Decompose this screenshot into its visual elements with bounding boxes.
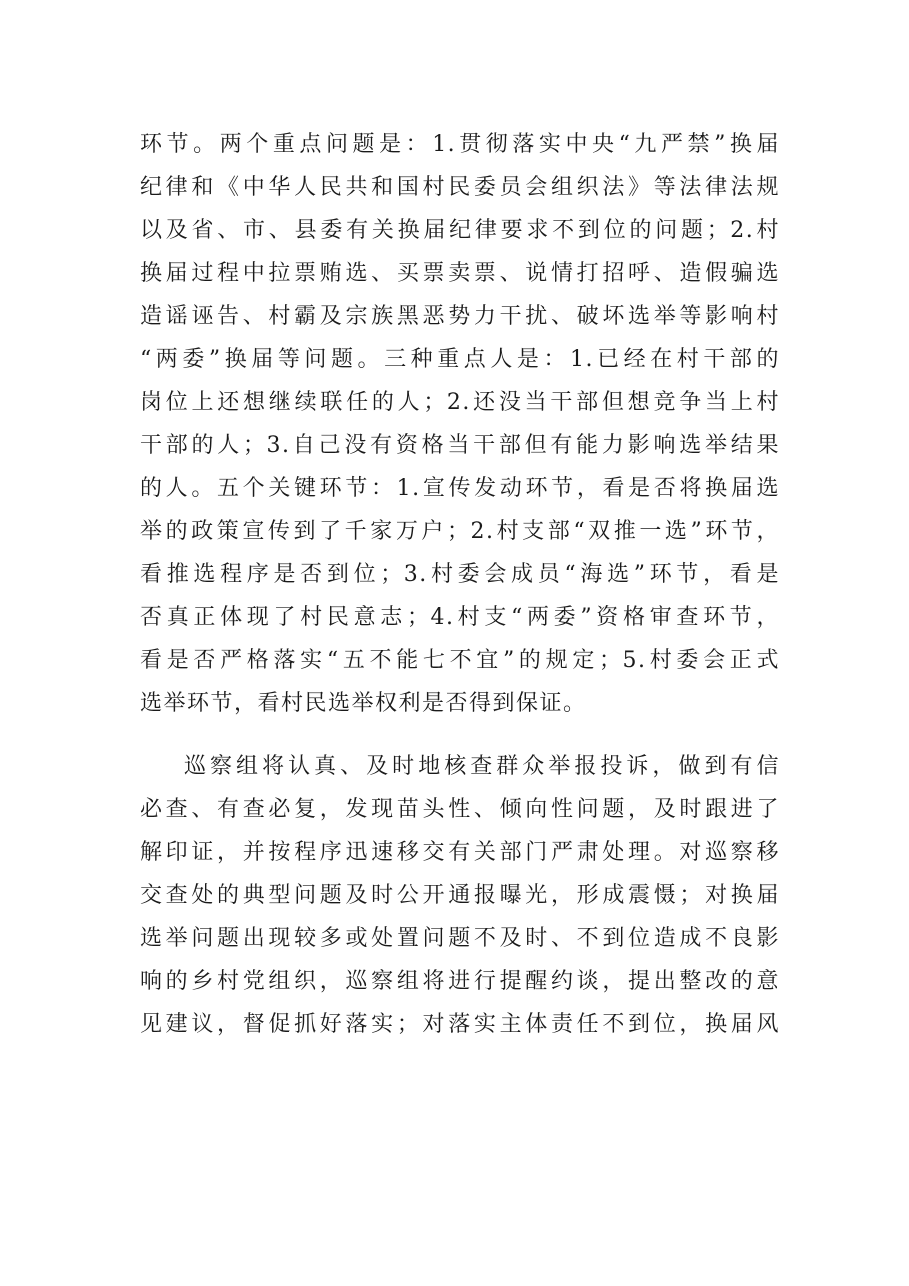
text-line: 见建议，督促抓好落实；对落实主体责任不到位，换届风	[140, 1012, 780, 1037]
text-line: 否真正体现了村民意志；4.村支“两委”资格审查环节，	[140, 605, 780, 630]
text-line: 以及省、市、县委有关换届纪律要求不到位的问题；2.村	[140, 218, 780, 243]
text-line: 巡察组将认真、及时地核查群众举报投诉，做到有信	[184, 754, 780, 779]
text-line: 看是否严格落实“五不能七不宜”的规定；5.村委会正式	[140, 648, 780, 673]
text-line: 干部的人；3.自己没有资格当干部但有能力影响选举结果	[140, 433, 780, 458]
text-line: 必查、有查必复，发现苗头性、倾向性问题，及时跟进了	[140, 797, 780, 822]
text-line: 的人。五个关键环节：1.宣传发动环节，看是否将换届选	[140, 476, 780, 501]
text-line: 举的政策宣传到了千家万户；2.村支部“双推一选”环节，	[140, 519, 780, 544]
text-line: 选举问题出现较多或处置问题不及时、不到位造成不良影	[140, 926, 780, 951]
paragraph-spacer	[140, 725, 780, 745]
text-line: 交查处的典型问题及时公开通报曝光，形成震慑；对换届	[140, 883, 780, 908]
text-line: 造谣诬告、村霸及宗族黑恶势力干扰、破坏选举等影响村	[140, 304, 780, 329]
text-line: 纪律和《中华人民共和国村民委员会组织法》等法律法规	[140, 175, 780, 200]
text-line: “两委”换届等问题。三种重点人是：1.已经在村干部的	[140, 347, 780, 372]
document-body	[140, 123, 780, 1046]
text-line: 换届过程中拉票贿选、买票卖票、说情打招呼、造假骗选	[140, 261, 780, 286]
paragraph	[140, 745, 780, 1046]
text-line: 看推选程序是否到位；3.村委会成员“海选”环节，看是	[140, 562, 780, 587]
text-line: 环节。两个重点问题是：1.贯彻落实中央“九严禁”换届	[140, 132, 780, 157]
text-line: 选举环节，看村民选举权利是否得到保证。	[140, 691, 587, 716]
paragraph	[140, 123, 780, 725]
text-line: 响的乡村党组织，巡察组将进行提醒约谈，提出整改的意	[140, 969, 780, 994]
text-line: 解印证，并按程序迅速移交有关部门严肃处理。对巡察移	[140, 840, 780, 865]
text-line: 岗位上还想继续联任的人；2.还没当干部但想竞争当上村	[140, 390, 780, 415]
